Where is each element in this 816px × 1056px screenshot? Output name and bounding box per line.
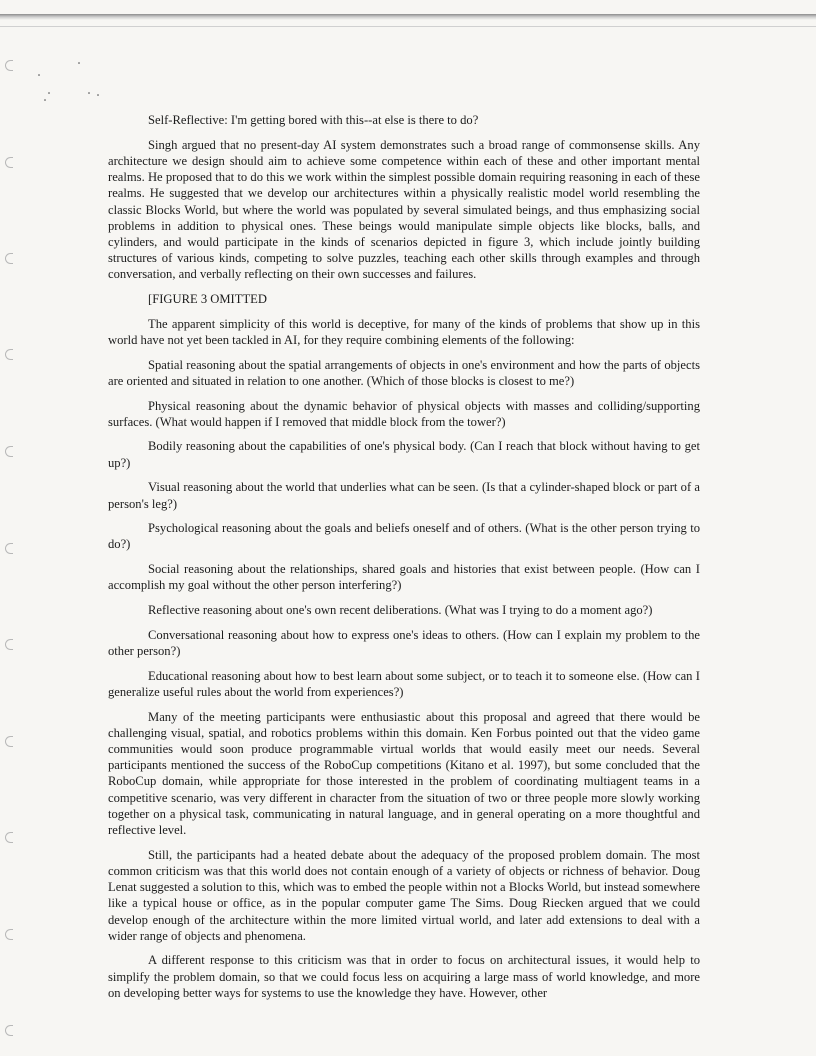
reasoning-item-physical: Physical reasoning about the dynamic behavior of physical objects with masses and colliding/supporting surfaces. (What would happen if I removed that middle block from the tower?) [108,398,700,429]
reasoning-item-psychological: Psychological reasoning about the goals and beliefs oneself and of others. (What is the other person trying to do?) [108,521,700,552]
paragraph-self-reflective: Self-Reflective: I'm getting bored with this--at else is there to do? [148,113,479,127]
margin-punch-mark [5,60,13,71]
reasoning-item-reflective: Reflective reasoning about one's own recent deliberations. (What was I trying to do a moment ago?) [148,603,653,618]
reasoning-item-educational: Educational reasoning about how to best learn about some subject, or to teach it to someone else. (How can I generalize useful rules about the world from experiences?) [108,668,700,699]
scan-top-edge [0,14,816,20]
scan-speck [38,74,40,76]
scan-speck [97,94,99,96]
margin-punch-mark [5,543,13,554]
document-body [108,112,700,1010]
scan-speck [88,92,90,94]
margin-punch-mark [5,1025,13,1036]
margin-punch-mark [5,157,13,168]
margin-punch-mark [5,832,13,843]
reasoning-item-conversational: Conversational reasoning about how to express one's ideas to others. (How can I explain my problem to the other person?) [108,627,700,658]
scan-top-line [0,26,816,27]
paragraph-participants-enthusiastic: Many of the meeting participants were enthusiastic about this proposal and agreed that there would be challenging visual, spatial, and robotics problems within this domain. Ken Forbus pointed out that the video game communities would soon produce programmable virtual worlds that would easily meet our needs. Several participants mentioned the success of the RoboCup competitions (Kitano et al. 1997), but some concluded that the RoboCup domain, while appropriate for those interested in the problem of coordinating multiagent teams in a competitive scenario, was very different in character from the situation of two or three people more slowly working together on a physical task, communicating in natural language, and in general operating on a more thoughtful and reflective level. [108,709,700,838]
margin-punch-mark [5,253,13,264]
reasoning-item-social: Social reasoning about the relationships, shared goals and histories that exist between people. (How can I accomplish my goal without the other person interfering?) [108,562,700,593]
paragraph-apparent-simplicity: The apparent simplicity of this world is deceptive, for many of the kinds of problems that show up in this world have not yet been tackled in AI, for they require combining elements of the following: [108,316,700,347]
margin-punch-mark [5,349,13,360]
paragraph-different-response: A different response to this criticism was that in order to focus on architectural issues, it would help to simplify the problem domain, so that we could focus less on acquiring a large mass of world knowledge, and more on developing better ways for systems to use the knowledge they have. However, other [108,953,700,1000]
figure-placeholder: [FIGURE 3 OMITTED [148,292,267,307]
reasoning-item-visual: Visual reasoning about the world that underlies what can be seen. (Is that a cylinder-shaped block or part of a person's leg?) [108,480,700,511]
scan-speck [78,62,80,64]
reasoning-item-spatial: Spatial reasoning about the spatial arrangements of objects in one's environment and how the parts of objects are oriented and situated in relation to one another. (Which of those blocks is closest to me?) [108,357,700,388]
margin-punch-mark [5,446,13,457]
reasoning-item-bodily: Bodily reasoning about the capabilities of one's physical body. (Can I reach that block without having to get up?) [108,439,700,470]
margin-punch-mark [5,639,13,650]
paragraph-heated-debate: Still, the participants had a heated debate about the adequacy of the proposed problem domain. The most common criticism was that this world does not contain enough of a variety of objects or richness of behavior. Doug Lenat suggested a solution to this, which was to embed the people within not a Blocks World, but instead somewhere like a typical house or office, as in the popular computer game The Sims. Doug Riecken argued that we could develop enough of the architecture within the more limited virtual world, and later add extensions to deal with a wider range of objects and phenomena. [108,847,700,943]
scan-speck [44,99,46,101]
scan-speck [48,92,50,94]
paragraph-singh-proposal: Singh argued that no present-day AI system demonstrates such a broad range of commonsense skills. Any architecture we design should aim to achieve some competence within each of these and other important mental realms. He proposed that to do this we work within the simplest possible domain requiring reasoning in each of these realms. He suggested that we develop our architectures within a physically realistic model world resembling the classic Blocks World, but where the world was populated by several simulated beings, and thus emphasizing social problems in addition to physical ones. These beings would manipulate simple objects like blocks, balls, and cylinders, and would participate in the kinds of scenarios depicted in figure 3, which include jointly building structures of various kinds, competing to solve puzzles, teaching each other skills through examples and through conversation, and verbally reflecting on their own successes and failures. [108,137,700,282]
margin-punch-mark [5,736,13,747]
margin-punch-mark [5,929,13,940]
